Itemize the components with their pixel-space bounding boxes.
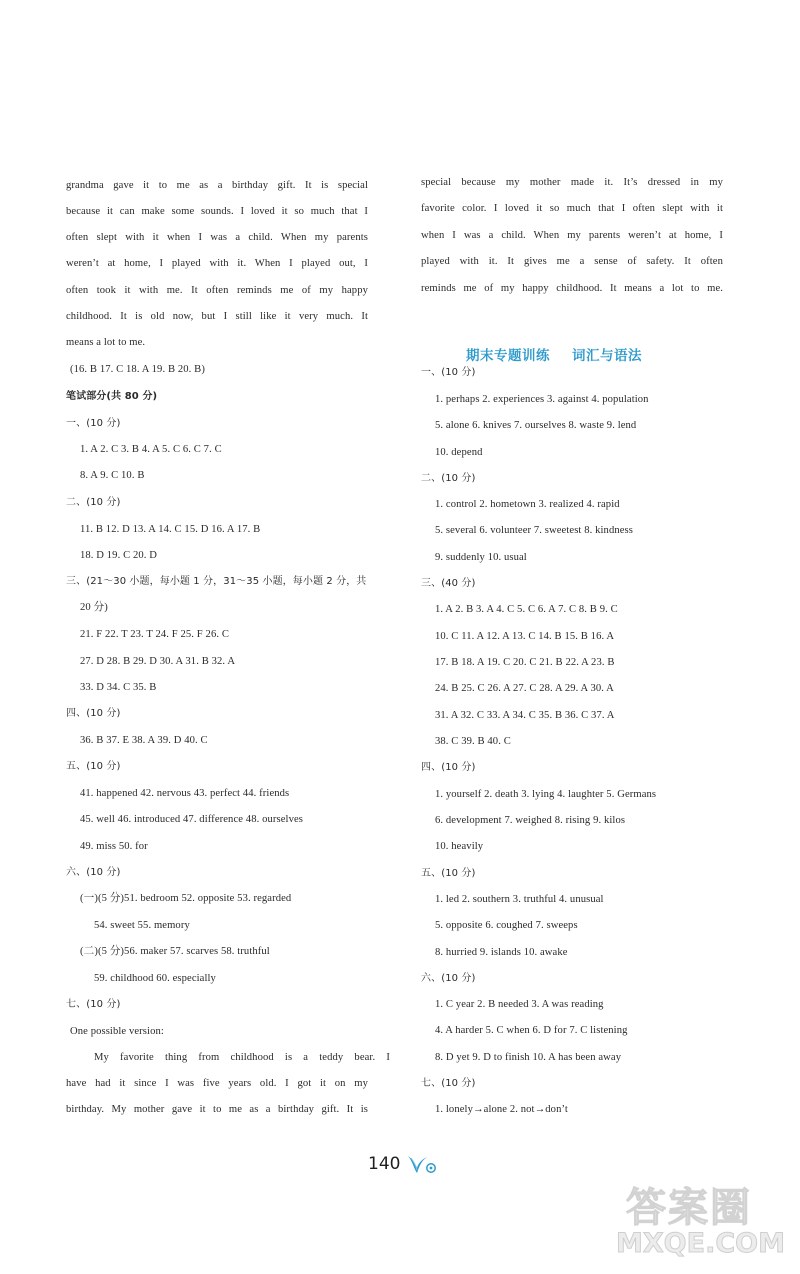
text-line: 5. several 6. volunteer 7. sweetest 8. kindness [435,525,633,536]
text-line: (二)(5 分)56. maker 57. scarves 58. truthful [80,946,270,957]
section-title [466,344,642,364]
text-line: 五、(10 分) [421,868,476,879]
text-line: 11. B 12. D 13. A 14. C 15. D 16. A 17. B [80,524,261,535]
text-line: 38. C 39. B 40. C [435,736,511,747]
text-line: played with it. It gives me a sense of safety. It often [421,256,723,267]
text-line: 21. F 22. T 23. T 24. F 25. F 26. C [80,629,230,640]
text-line: 五、(10 分) [66,761,121,772]
text-line: 27. D 28. B 29. D 30. A 31. B 32. A [80,656,236,667]
text-line: 5. alone 6. knives 7. ourselves 8. waste 9. lend [435,420,637,431]
text-line: 9. suddenly 10. usual [435,552,527,563]
section-title-part2: 词汇与语法 [572,348,642,364]
text-line: often took it with me. It often reminds me of my happy [66,285,368,296]
text-line: 8. D yet 9. D to finish 10. A has been away [435,1052,622,1063]
text-line: 二、(10 分) [66,497,121,508]
leaf-logo-icon [405,1152,439,1176]
text-line: 四、(10 分) [421,762,476,773]
text-line: because it can make some sounds. I loved it so much that I [66,206,368,217]
text-line: 1. perhaps 2. experiences 3. against 4. population [435,394,649,405]
text-line: 10. C 11. A 12. A 13. C 14. B 15. B 16. A [435,631,615,642]
text-line: One possible version: [70,1026,164,1037]
text-line: 七、(10 分) [421,1078,476,1089]
text-line: grandma gave it to me as a birthday gift. It is special [66,180,368,191]
text-line: (16. B 17. C 18. A 19. B 20. B) [70,364,205,375]
text-line: 49. miss 50. for [80,841,148,852]
text-line: 54. sweet 55. memory [94,920,190,931]
text-line: 三、(40 分) [421,578,476,589]
text-line: weren’t at home, I played with it. When I played out, I [66,258,368,269]
text-line: 七、(10 分) [66,999,121,1010]
text-line: 1. lonely→alone 2. not→don’t [435,1104,568,1115]
text-line: 10. depend [435,447,483,458]
text-line: 6. development 7. weighed 8. rising 9. kilos [435,815,626,826]
watermark [614,1176,784,1268]
text-line: means a lot to me. [66,337,146,348]
text-line: childhood. It is old now, but I still like it very much. It [66,311,368,322]
text-line: 20 分) [80,602,108,613]
text-line: birthday. My mother gave it to me as a birthday gift. It is [66,1104,368,1115]
text-line: 1. led 2. southern 3. truthful 4. unusual [435,894,604,905]
watermark-title: 答案圈 [626,1185,752,1231]
text-line: 1. control 2. hometown 3. realized 4. rapid [435,499,620,510]
text-line: 5. opposite 6. coughed 7. sweeps [435,920,578,931]
text-line: 8. A 9. C 10. B [80,470,145,481]
text-line: 三、(21～30 小题，每小题 1 分，31～35 小题，每小题 2 分，共 [66,576,367,587]
section-title-part1: 期末专题训练 [466,348,550,364]
text-line: 59. childhood 60. especially [94,973,216,984]
text-line: special because my mother made it. It’s dressed in my [421,177,723,188]
text-line: 41. happened 42. nervous 43. perfect 44. friends [80,788,290,799]
text-line: 一、(10 分) [421,367,476,378]
text-line: 笔试部分(共 80 分) [66,391,158,402]
text-line: My favorite thing from childhood is a teddy bear. I [94,1052,390,1063]
text-line: 二、(10 分) [421,473,476,484]
page-number: 140 [368,1154,401,1174]
text-line: 1. A 2. B 3. A 4. C 5. C 6. A 7. C 8. B 9. C [435,604,618,615]
text-line: 33. D 34. C 35. B [80,682,157,693]
text-line: 36. B 37. E 38. A 39. D 40. C [80,735,208,746]
text-line: have had it since I was five years old. I got it on my [66,1078,368,1089]
text-line: 10. heavily [435,841,484,852]
text-line: favorite color. I loved it so much that I often slept with it [421,203,723,214]
text-line: reminds me of my happy childhood. It means a lot to me. [421,283,723,294]
text-line: 31. A 32. C 33. A 34. C 35. B 36. C 37. A [435,710,615,721]
text-line: 45. well 46. introduced 47. difference 48. ourselves [80,814,303,825]
text-line: 六、(10 分) [421,973,476,984]
text-line: when I was a child. When my parents weren’t at home, I [421,230,723,241]
text-line: 1. C year 2. B needed 3. A was reading [435,999,604,1010]
text-line: 24. B 25. C 26. A 27. C 28. A 29. A 30. A [435,683,614,694]
text-line: often slept with it when I was a child. When my parents [66,232,368,243]
text-line: 17. B 18. A 19. C 20. C 21. B 22. A 23. B [435,657,615,668]
text-line: 六、(10 分) [66,867,121,878]
text-line: 18. D 19. C 20. D [80,550,158,561]
text-line: 4. A harder 5. C when 6. D for 7. C listening [435,1025,628,1036]
text-line: 1. yourself 2. death 3. lying 4. laughter 5. Germans [435,789,657,800]
text-line: (一)(5 分)51. bedroom 52. opposite 53. regarded [80,893,292,904]
text-line: 四、(10 分) [66,708,121,719]
text-line: 一、(10 分) [66,418,121,429]
text-line: 1. A 2. C 3. B 4. A 5. C 6. C 7. C [80,444,222,455]
text-line: 8. hurried 9. islands 10. awake [435,947,568,958]
watermark-url: MXQE.COM [616,1228,785,1259]
